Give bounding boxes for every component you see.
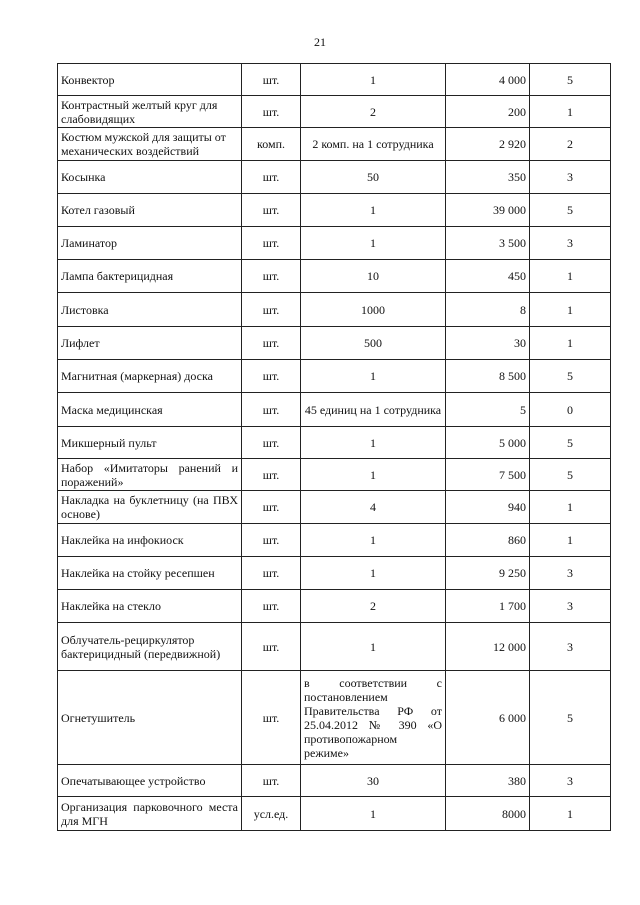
quantity-cell: 1	[301, 459, 446, 491]
table-row	[58, 623, 611, 671]
quantity-cell: 1	[301, 360, 446, 393]
item-name-cell: Косынка	[58, 161, 242, 194]
table-row	[58, 360, 611, 393]
term-cell: 5	[530, 671, 611, 765]
quantity-cell: 1	[301, 557, 446, 590]
term-cell: 5	[530, 194, 611, 227]
term-cell: 1	[530, 96, 611, 128]
item-name-cell: Магнитная (маркерная) доска	[58, 360, 242, 393]
term-cell: 3	[530, 590, 611, 623]
table-row	[58, 96, 611, 128]
unit-cell: шт.	[242, 765, 301, 797]
unit-cell: шт.	[242, 96, 301, 128]
unit-cell: шт.	[242, 427, 301, 459]
term-cell: 5	[530, 360, 611, 393]
table-row	[58, 459, 611, 491]
term-cell: 3	[530, 557, 611, 590]
price-cell: 39 000	[446, 194, 530, 227]
price-cell: 8000	[446, 797, 530, 831]
price-cell: 2 920	[446, 128, 530, 161]
table-row	[58, 393, 611, 427]
term-cell: 1	[530, 293, 611, 327]
term-cell: 5	[530, 459, 611, 491]
unit-cell: шт.	[242, 360, 301, 393]
price-cell: 200	[446, 96, 530, 128]
item-name-cell: Накладка на буклетницу (на ПВХ основе)	[58, 491, 242, 524]
table-row	[58, 491, 611, 524]
item-name-cell: Организация парковочного места для МГН	[58, 797, 242, 831]
price-cell: 940	[446, 491, 530, 524]
table-body	[58, 64, 611, 831]
term-cell: 1	[530, 327, 611, 360]
price-cell: 860	[446, 524, 530, 557]
item-name-cell: Контрастный желтый круг для слабовидящих	[58, 96, 242, 128]
unit-cell: шт.	[242, 590, 301, 623]
table-row	[58, 671, 611, 765]
quantity-cell: 1	[301, 797, 446, 831]
table-row	[58, 765, 611, 797]
item-name-cell: Лампа бактерицидная	[58, 260, 242, 293]
item-name-cell: Котел газовый	[58, 194, 242, 227]
price-cell: 4 000	[446, 64, 530, 96]
unit-cell: шт.	[242, 393, 301, 427]
unit-cell: шт.	[242, 671, 301, 765]
unit-cell: шт.	[242, 227, 301, 260]
price-cell: 5 000	[446, 427, 530, 459]
unit-cell: шт.	[242, 524, 301, 557]
page-number: 21	[314, 35, 326, 49]
table-row	[58, 161, 611, 194]
term-cell: 1	[530, 524, 611, 557]
item-name-cell: Костюм мужской для защиты от механических воздействий	[58, 128, 242, 161]
item-name-cell: Огнетушитель	[58, 671, 242, 765]
item-name-cell: Листовка	[58, 293, 242, 327]
term-cell: 1	[530, 491, 611, 524]
item-name-cell: Опечатывающее устройство	[58, 765, 242, 797]
item-name-cell: Микшерный пульт	[58, 427, 242, 459]
quantity-cell: 500	[301, 327, 446, 360]
quantity-cell: в соответствии с постановлением Правительства РФ от 25.04.2012 № 390 «О противопожарном режиме»	[301, 671, 446, 765]
table-row	[58, 590, 611, 623]
price-cell: 8 500	[446, 360, 530, 393]
table-row	[58, 797, 611, 831]
unit-cell: шт.	[242, 491, 301, 524]
term-cell: 5	[530, 64, 611, 96]
price-cell: 3 500	[446, 227, 530, 260]
unit-cell: шт.	[242, 293, 301, 327]
term-cell: 0	[530, 393, 611, 427]
quantity-cell: 1000	[301, 293, 446, 327]
quantity-cell: 1	[301, 227, 446, 260]
term-cell: 3	[530, 161, 611, 194]
unit-cell: шт.	[242, 194, 301, 227]
unit-cell: усл.ед.	[242, 797, 301, 831]
price-cell: 350	[446, 161, 530, 194]
unit-cell: шт.	[242, 557, 301, 590]
price-cell: 12 000	[446, 623, 530, 671]
unit-cell: шт.	[242, 623, 301, 671]
quantity-cell: 45 единиц на 1 сотрудника	[301, 393, 446, 427]
term-cell: 3	[530, 227, 611, 260]
term-cell: 3	[530, 765, 611, 797]
term-cell: 1	[530, 260, 611, 293]
quantity-cell: 1	[301, 623, 446, 671]
term-cell: 2	[530, 128, 611, 161]
quantity-cell: 2	[301, 590, 446, 623]
price-cell: 6 000	[446, 671, 530, 765]
price-cell: 9 250	[446, 557, 530, 590]
table-row	[58, 524, 611, 557]
table-row	[58, 227, 611, 260]
item-name-cell: Наклейка на стекло	[58, 590, 242, 623]
item-name-cell: Набор «Имитаторы ранений и поражений»	[58, 459, 242, 491]
term-cell: 1	[530, 797, 611, 831]
table-row	[58, 128, 611, 161]
price-cell: 5	[446, 393, 530, 427]
unit-cell: шт.	[242, 161, 301, 194]
item-name-cell: Конвектор	[58, 64, 242, 96]
table-row	[58, 427, 611, 459]
table-row	[58, 327, 611, 360]
table-row	[58, 64, 611, 96]
quantity-cell: 2 комп. на 1 сотрудника	[301, 128, 446, 161]
quantity-cell: 2	[301, 96, 446, 128]
term-cell: 5	[530, 427, 611, 459]
item-name-cell: Ламинатор	[58, 227, 242, 260]
quantity-cell: 10	[301, 260, 446, 293]
unit-cell: комп.	[242, 128, 301, 161]
unit-cell: шт.	[242, 327, 301, 360]
table-row	[58, 194, 611, 227]
quantity-cell: 4	[301, 491, 446, 524]
table-row	[58, 557, 611, 590]
price-cell: 1 700	[446, 590, 530, 623]
quantity-cell: 1	[301, 64, 446, 96]
quantity-cell: 1	[301, 194, 446, 227]
table-row	[58, 293, 611, 327]
table-row	[58, 260, 611, 293]
item-name-cell: Облучатель-рециркулятор бактерицидный (передвижной)	[58, 623, 242, 671]
price-cell: 380	[446, 765, 530, 797]
price-cell: 8	[446, 293, 530, 327]
quantity-cell: 30	[301, 765, 446, 797]
unit-cell: шт.	[242, 260, 301, 293]
price-cell: 7 500	[446, 459, 530, 491]
price-table	[57, 63, 611, 831]
term-cell: 3	[530, 623, 611, 671]
quantity-cell: 50	[301, 161, 446, 194]
price-cell: 450	[446, 260, 530, 293]
unit-cell: шт.	[242, 459, 301, 491]
item-name-cell: Маска медицинская	[58, 393, 242, 427]
quantity-cell: 1	[301, 427, 446, 459]
price-cell: 30	[446, 327, 530, 360]
item-name-cell: Наклейка на стойку ресепшен	[58, 557, 242, 590]
item-name-cell: Лифлет	[58, 327, 242, 360]
item-name-cell: Наклейка на инфокиоск	[58, 524, 242, 557]
unit-cell: шт.	[242, 64, 301, 96]
quantity-cell: 1	[301, 524, 446, 557]
